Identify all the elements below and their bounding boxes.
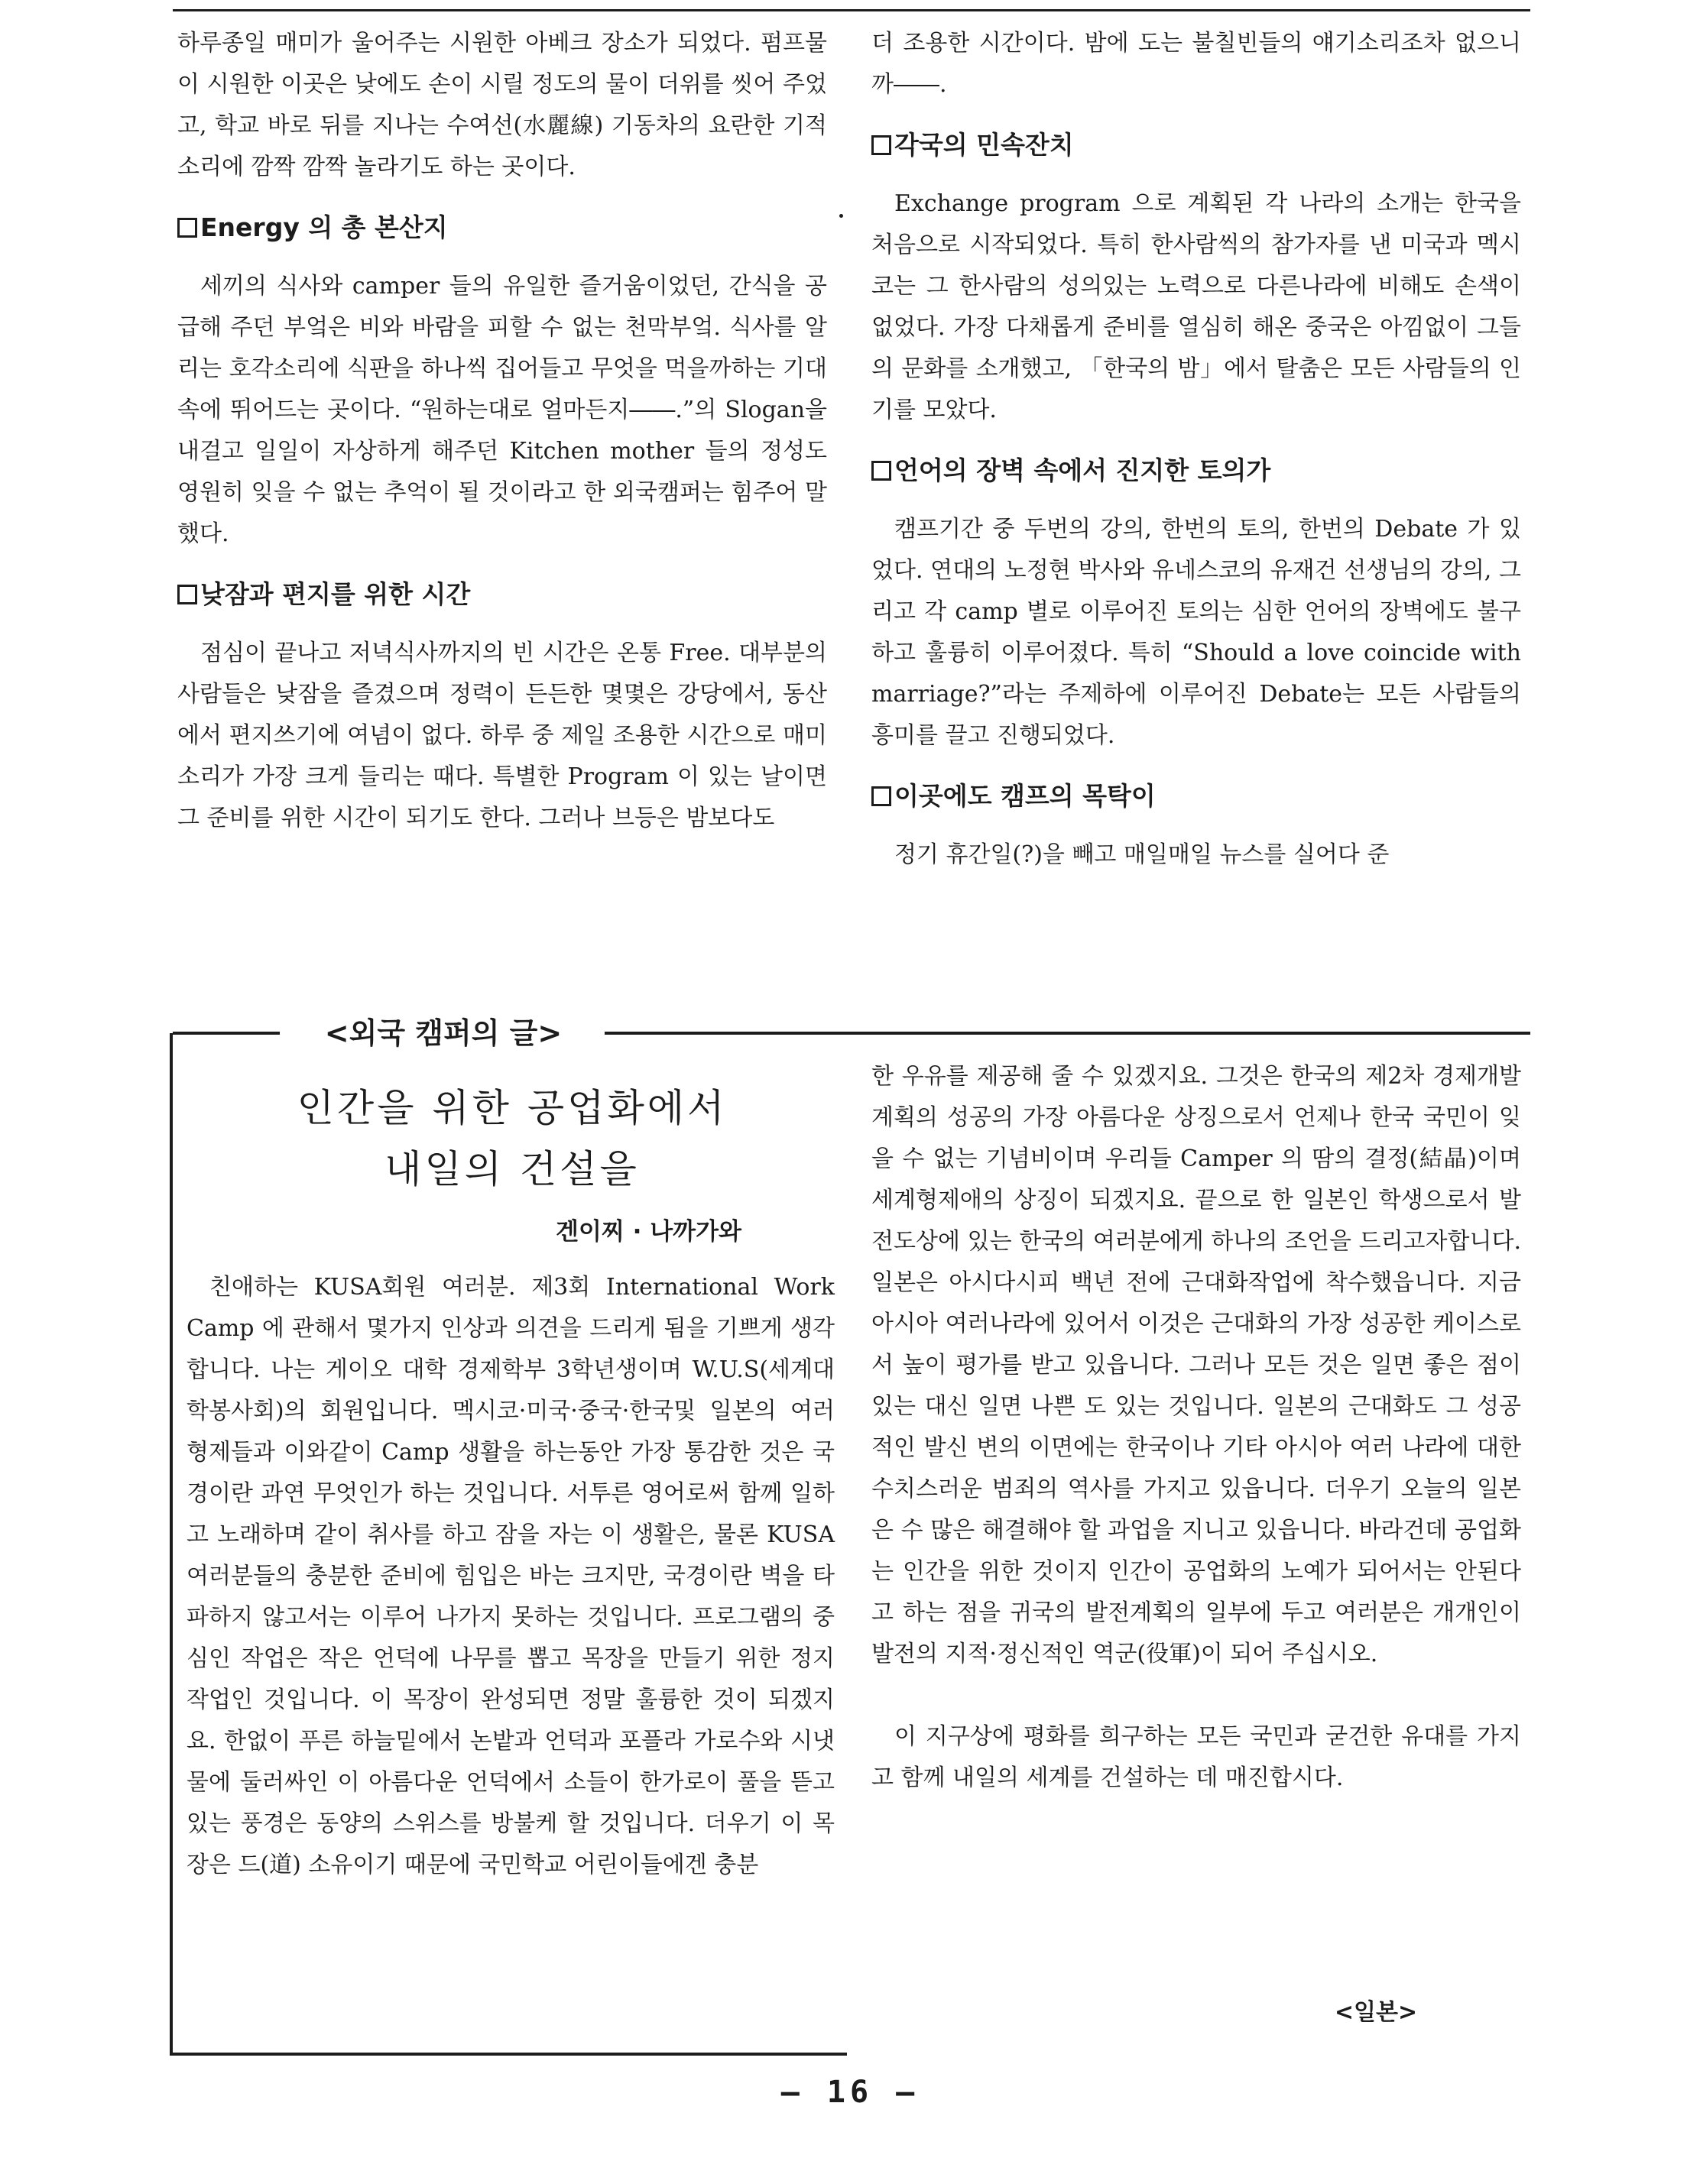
section-body-energy: 세끼의 식사와 camper 들의 유일한 즐거움이었던, 간식을 공급해 주던 부엌은 비와 바람을 피할 수 없는 천막부엌. 식사를 알리는 호각소리에 식판을 하나씩 집어들고 무엇을 먹을까하는 기대 속에 뛰어드는 곳이다. “원하는대로 얼마든지――.”의 Slogan을 내걸고 일일이 자상하게 해주던 Kitchen mother 들의 정성도 영원히 잊을 수 없는 추억이 될 것이라고 한 외국캠퍼는 힘주어 말했다. [177, 273, 827, 547]
top-rule [173, 9, 1530, 11]
article-title-line-2: 내일의 건설을 [384, 1147, 640, 1191]
article-author: 겐이찌 · 나까가와 [556, 1218, 741, 1246]
article-title [191, 1077, 833, 1200]
section-heading-text: 각국의 민속잔치 [894, 130, 1074, 160]
section-heading-text: 이곳에도 캠프의 목탁이 [894, 781, 1156, 811]
article-left-column [187, 1267, 835, 2048]
page-number: — 16 — [780, 2075, 920, 2110]
article-country: <일본> [1334, 1999, 1418, 2026]
top-right-column [871, 23, 1521, 1016]
article-right-column [871, 1056, 1521, 2065]
section-heading-nap [177, 579, 827, 610]
section-heading-text: Energy 의 총 본산지 [200, 212, 448, 242]
intro-paragraph: 더 조용한 시간이다. 밤에 도는 불칠빈들의 얘기소리조차 없으니까――. [871, 30, 1521, 98]
intro-paragraph: 하루종일 매미가 울어주는 시원한 아베크 장소가 되었다. 펌프물이 시원한 이곳은 낮에도 손이 시릴 정도의 물이 더위를 씻어 주었고, 학교 바로 뒤를 지나는 수여선(水麗線) 기동차의 요란한 기적소리에 깜짝 깜짝 놀라기도 하는 곳이다. [177, 30, 827, 180]
section-heading-text: 낮잠과 편지를 위한 시간 [200, 579, 471, 609]
section-heading-folk [871, 130, 1521, 160]
checkbox-square-icon [177, 585, 197, 604]
checkbox-square-icon [871, 786, 891, 806]
section-body-folk: Exchange program 으로 계획된 각 나라의 소개는 한국을 처음으로 시작되었다. 특히 한사람씩의 참가자를 낸 미국과 멕시코는 그 한사람의 성의있는 노력으로 다른나라에 비해도 손색이 없었다. 가장 다채롭게 준비를 열심히 해온 중국은 아낌없이 그들의 문화를 소개했고, 「한국의 밤」에서 탈춤은 모든 사람들의 인기를 모았다. [871, 190, 1521, 423]
section-heading-language [871, 455, 1521, 486]
banner-label: <외국 캠퍼의 글> [324, 1016, 563, 1050]
checkbox-square-icon [871, 135, 891, 155]
section-heading-text: 언어의 장벽 속에서 진지한 토의가 [894, 455, 1271, 485]
section-heading-woodpecker [871, 781, 1521, 812]
article-closing: 이 지구상에 평화를 희구하는 모든 국민과 굳건한 유대를 가지고 함께 내일의 세계를 건설하는 데 매진합시다. [871, 1723, 1521, 1791]
top-left-column [177, 23, 827, 1016]
article-right-body: 한 우유를 제공해 줄 수 있겠지요. 그것은 한국의 제2차 경제개발 계획의 성공의 가장 아름다운 상징으로서 언제나 한국 국민이 잊을 수 없는 기념비이며 우리들 Camper 의 땀의 결정(結晶)이며 세계형제애의 상징이 되겠지요. 끝으로 한 일본인 학생으로서 발전도상에 있는 한국의 여러분에게 하나의 조언을 드리고자합니다. 일본은 아시다시피 백년 전에 근대화작업에 착수했읍니다. 지금 아시아 여러나라에 있어서 이것은 근대화의 가장 성공한 케이스로서 높이 평가를 받고 있읍니다. 그러나 모든 것은 일면 좋은 점이 있는 대신 일면 나쁜 도 있는 것입니다. 일본의 근대화도 그 성공적인 발신 변의 이면에는 한국이나 기타 아시아 여러 나라에 대한 수치스러운 범죄의 역사를 가지고 있읍니다. 더우기 오늘의 일본은 수 많은 해결해야 할 과업을 지니고 있읍니다. 바라건데 공업화는 인간을 위한 것이지 인간이 공업화의 노예가 되어서는 안된다고 하는 점을 귀국의 발전계획의 일부에 두고 여러분은 개개인이 발전의 지적·정신적인 역군(役軍)이 되어 주십시오. [871, 1063, 1521, 1667]
section-body-woodpecker: 정기 휴간일(?)을 빼고 매일매일 뉴스를 실어다 준 [894, 841, 1390, 868]
article-left-body: 친애하는 KUSA회원 여러분. 제3회 International Work Camp 에 관해서 몇가지 인상과 의견을 드리게 됨을 기쁘게 생각합니다. 나는 게이오 대학 경제학부 3학년생이며 W.U.S(세계대학봉사회)의 회원입니다. 멕시코·미국·중국·한국및 일본의 여러 형제들과 이와같이 Camp 생활을 하는동안 가장 통감한 것은 국경이란 과연 무엇인가 하는 것입니다. 서투른 영어로써 함께 일하고 노래하며 같이 취사를 하고 잠을 자는 이 생활은, 물론 KUSA 여러분들의 충분한 준비에 힘입은 바는 크지만, 국경이란 벽을 타파하지 않고서는 이루어 나가지 못하는 것입니다. 프로그램의 중심인 작업은 작은 언덕에 나무를 뽑고 목장을 만들기 위한 정지 작업인 것입니다. 이 목장이 완성되면 정말 훌륭한 것이 되겠지요. 한없이 푸른 하늘밑에서 논밭과 언덕과 포플라 가로수와 시냇물에 둘러싸인 이 아름다운 언덕에서 소들이 한가로이 풀을 뜯고 있는 풍경은 동양의 스위스를 방불케 할 것입니다. 더우기 이 목장은 드(道) 소유이기 때문에 국민학교 어린이들에겐 충분 [187, 1274, 835, 1878]
checkbox-square-icon [871, 461, 891, 481]
section-body-nap: 점심이 끝나고 저녁식사까지의 빈 시간은 온통 Free. 대부분의 사람들은 낮잠을 즐겼으며 정력이 든든한 몇몇은 강당에서, 동산에서 편지쓰기에 여념이 없다. 하루 중 제일 조용한 시간으로 매미소리가 가장 크게 들리는 때다. 특별한 Program 이 있는 날이면 그 준비를 위한 시간이 되기도 한다. 그러나 브등은 밤보다도 [177, 640, 827, 831]
stray-dot [839, 214, 843, 218]
checkbox-square-icon [177, 218, 197, 238]
section-body-language: 캠프기간 중 두번의 강의, 한번의 토의, 한번의 Debate 가 있었다. 연대의 노정현 박사와 유네스코의 유재건 선생님의 강의, 그리고 각 camp 별로 이루어진 토의는 심한 언어의 장벽에도 불구하고 훌륭히 이루어졌다. 특히 “Should a love coincide with marriage?”라는 주제하에 이루어진 Debate는 모든 사람들의 흥미를 끌고 진행되었다. [871, 516, 1521, 749]
section-heading-energy [177, 212, 827, 243]
article-title-line-1: 인간을 위한 공업화에서 [297, 1086, 728, 1130]
